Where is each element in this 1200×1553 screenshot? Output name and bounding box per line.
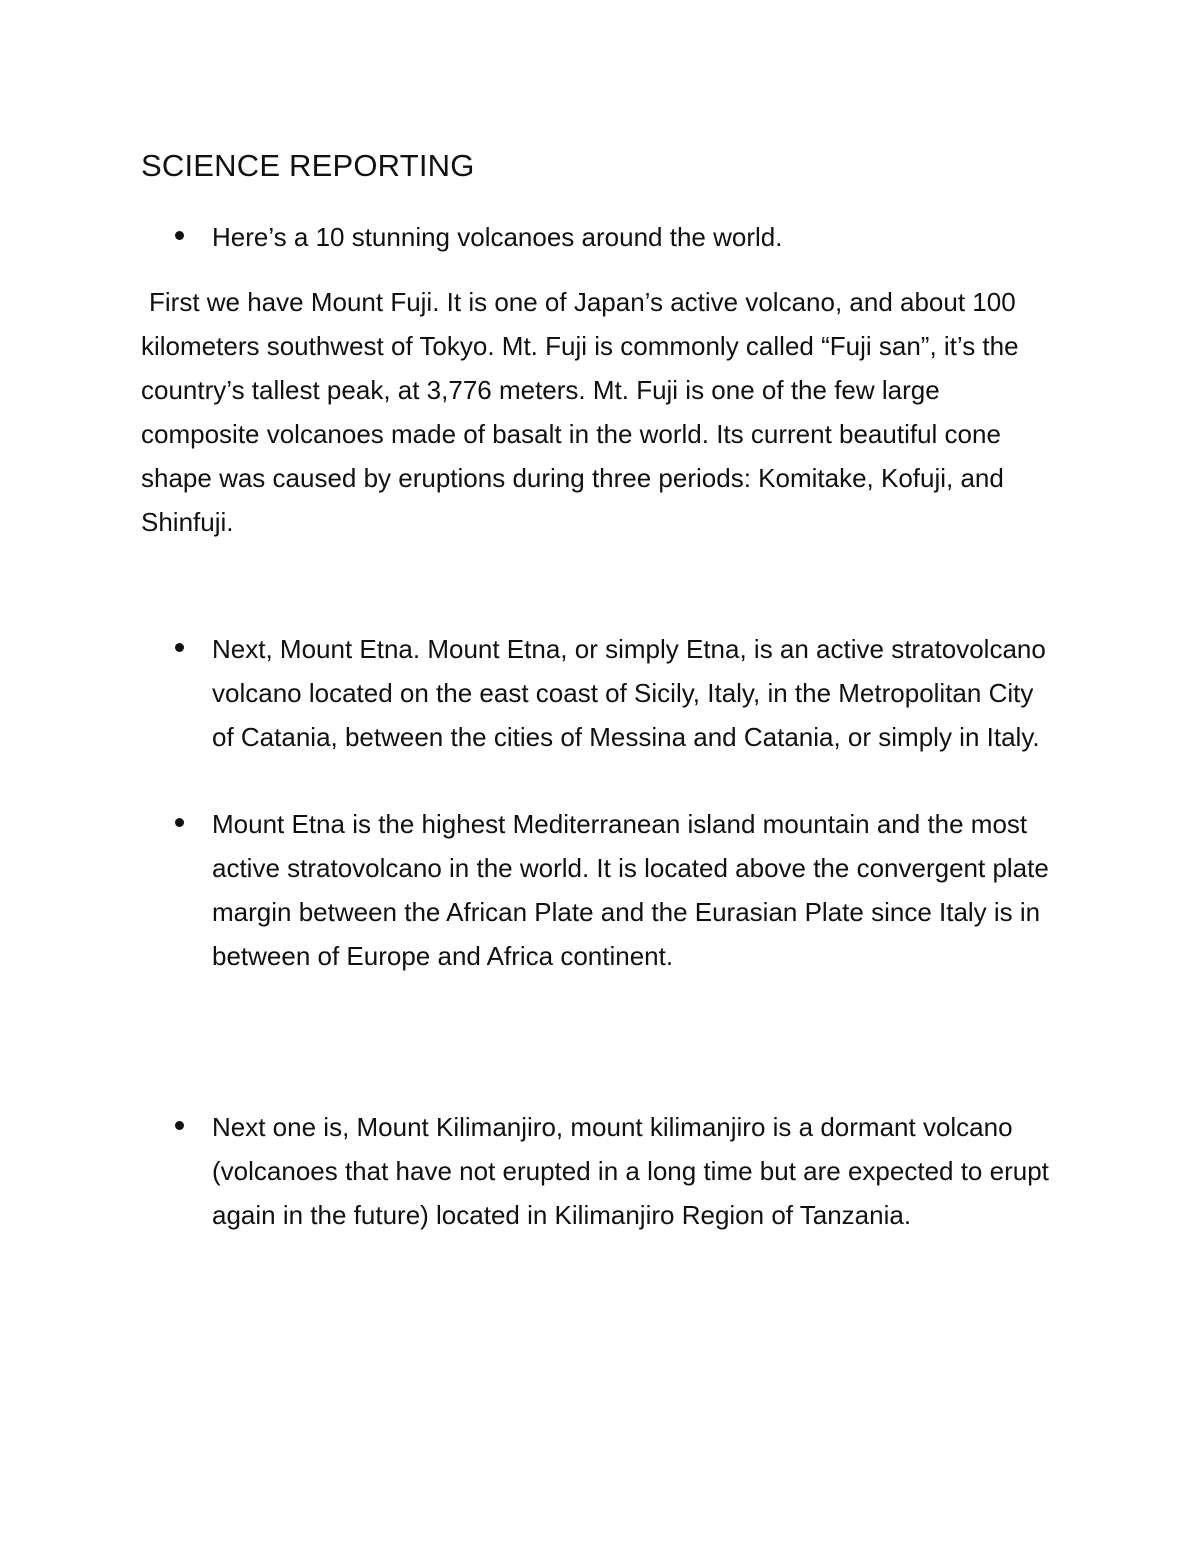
document-title: SCIENCE REPORTING — [141, 148, 475, 183]
list-item-intro — [141, 215, 1061, 259]
list-item-text: Next one is, Mount Kilimanjiro, mount kilimanjiro is a dormant volcano (volcanoes that have not erupted in a long time but are expected to erupt again in the future) located in Kilimanjiro Region of Tanzania. — [212, 1112, 1049, 1230]
list-item-etna-location — [141, 627, 1061, 759]
bullet-icon — [175, 818, 184, 827]
list-item-text: Here’s a 10 stunning volcanoes around the world. — [212, 222, 783, 252]
bullet-icon — [175, 643, 184, 652]
list-item-text: Next, Mount Etna. Mount Etna, or simply Etna, is an active stratovolcano volcano located on the east coast of Sicily, Italy, in the Metropolitan City of Catania, between the cities of Messina and Catania, or simply in Italy. — [212, 634, 1046, 752]
list-item-etna-facts — [141, 802, 1061, 978]
paragraph-mount-fuji: First we have Mount Fuji. It is one of Japan’s active volcano, and about 100 kilometers southwest of Tokyo. Mt. Fuji is commonly called “Fuji san”, it’s the country’s tallest peak, at 3,776 meters. Mt. Fuji is one of the few large composite volcanoes made of basalt in the world. Its current beautiful cone shape was caused by eruptions during three periods: Komitake, Kofuji, and Shinfuji. — [141, 287, 1019, 537]
list-item-kilimanjiro — [141, 1105, 1061, 1237]
list-item-text: Mount Etna is the highest Mediterranean island mountain and the most active stratovolcano in the world. It is located above the convergent plate margin between the African Plate and the Eurasian Plate since Italy is in between of Europe and Africa continent. — [212, 809, 1049, 971]
bullet-icon — [175, 231, 184, 240]
bullet-icon — [175, 1121, 184, 1130]
